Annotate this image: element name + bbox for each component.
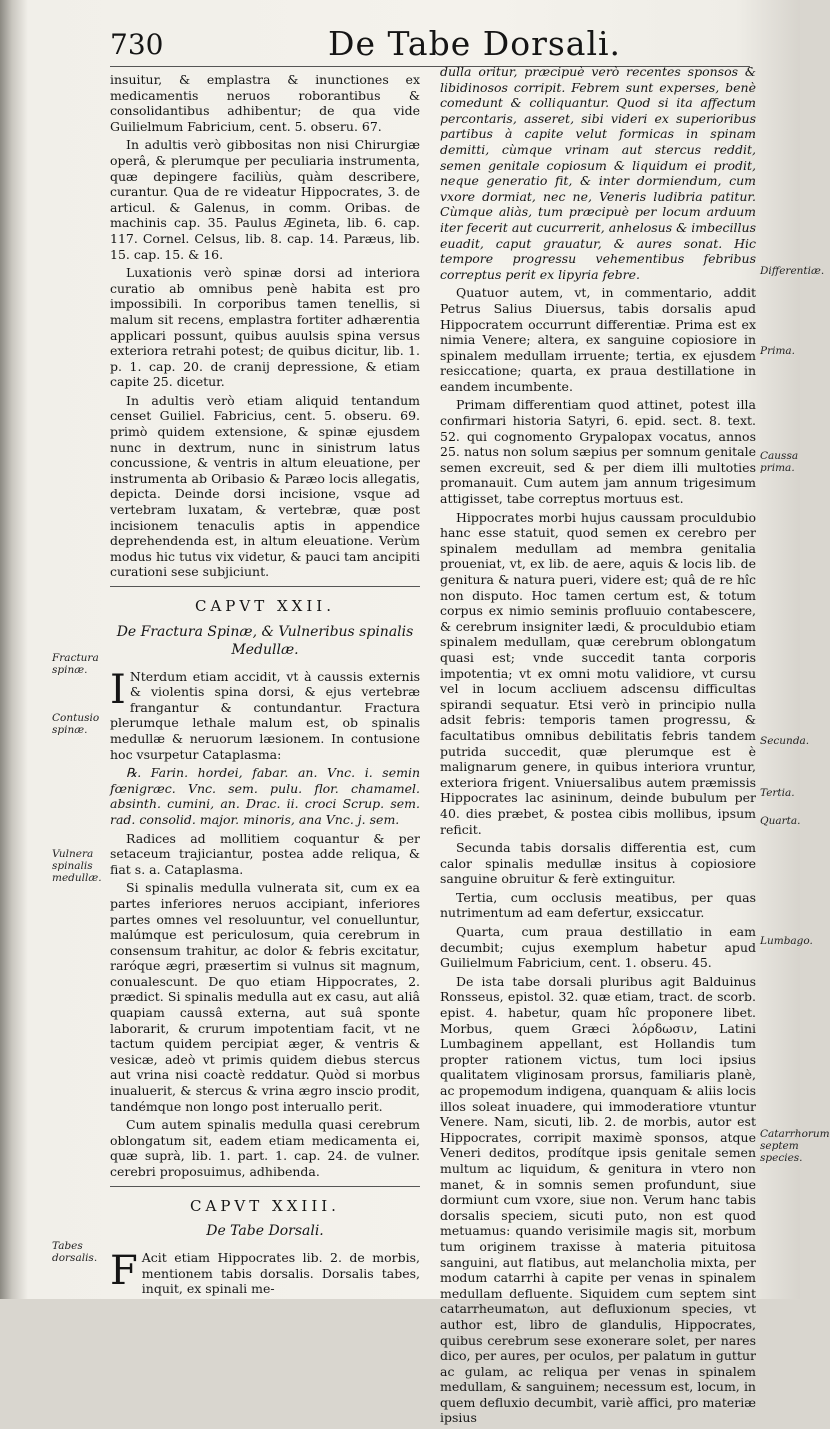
paragraph: dulla oritur, præcipuè verò recentes sponsos & libidinosos corripit. Febrem sunt experses, benè comedunt & colliquantur. Quod si ita affectum percontaris, asseret, sibi videri ex superioribus partibus à capite velut formicas in spinam demitti, cùmque vrinam aut stercus reddit, semen genitale copiosum & liquidum ei prodit, neque generatio fit, & inter dormiendum, cum vxore dormiat, nec ne, Veneris ludibria patitur. Cùmque aliàs, tum præcipuè per locum arduum iter fecerit aut cucurrerit, anhelosus & imbecillus euadit, caput grauatur, & aures sonat. Hic tempore progressu vehementibus febribus correptus perit ex lipyria febre. (440, 64, 756, 282)
margin-note-fractura: Fractura spinæ. (52, 652, 99, 676)
paragraph: Radices ad mollitiem coquantur & per setaceum trajiciantur, postea adde reliqua, & fiat s. a. Cataplasma. (110, 830, 420, 877)
chapter-subtitle: De Fractura Spinæ, & Vulneribus spinalis Medullæ. (116, 623, 414, 658)
paragraph: insuitur, & emplastra & inunctiones ex medicamentis neruos roborantibus & consolidantibus adhibentur; de qua vide Guilielmum Fabricium, cent. 5. obseru. 67. (110, 72, 420, 134)
paragraph-text: Nterdum etiam accidit, vt à caussis externis & violentis spina dorsi, & ejus vertebræ frangantur & contundantur. Fractura plerumque lethale malum est, ob spinalis medullæ & neruorum læsionem. In contusione hoc vsurpetur Cataplasma: (110, 668, 420, 762)
margin-note-catarrhi: Catarrhorum septem species. (760, 1128, 830, 1164)
recipe: ℞. Farin. hordei, fabar. an. Vnc. i. semin fœnigræc. Vnc. sem. pulu. flor. chamamel. absinth. cumini, an. Drac. ii. croci Scrup. sem. rad. consolid. major. minoris, ana Vnc. j. sem. (110, 765, 420, 827)
paragraph: Quatuor autem, vt, in commentario, addit Petrus Salius Diuersus, tabis dorsalis apud Hippocratem occurrunt differentiæ. Prima est ex nimia Venere; altera, ex sanguine copiosiore in spinalem medullam irruente; tertia, ex ejusdem resiccatione; quarta, ex praua destillatione in eandem incumbente. (440, 285, 756, 394)
margin-note-lumbago: Lumbago. (760, 935, 813, 947)
paragraph: Si spinalis medulla vulnerata sit, cum ex ea partes inferiores neruos accipiant, inferiores partes omnes vel resoluuntur, vel conuelluntur, malúmque est periculosum, quia cerebrum in consensum trahitur, ac dolor & febris excitatur, raróque ægri, præsertim si vulnus sit magnum, conualescunt. De quo etiam Hippocrates, 2. prædict. Si spinalis medulla aut ex casu, aut aliâ quapiam caussâ externa, aut suâ sponte laborarit, & crurum impotentiam facit, vt ne tactum quidem percipiat æger, & ventris & vesicæ, adeò vt primis quidem diebus stercus aut vrina nisi coactè reddatur. Quòd si morbus inualuerit, & stercus & vrina ægro inscio prodit, tandémque non longo post interuallo perit. (110, 880, 420, 1114)
paragraph: Quarta, cum praua destillatio in eam decumbit; cujus exemplum habetur apud Guilielmum Fabricium, cent. 1. obseru. 45. (440, 924, 756, 971)
running-title: De Tabe Dorsali. (328, 24, 622, 63)
paragraph: Cum autem spinalis medulla quasi cerebrum oblongatum sit, eadem etiam medicamenta ei, quæ suprà, lib. 1. part. 1. cap. 24. de vulner. cerebri proposuimus, adhibenda. (110, 1117, 420, 1179)
paragraph: In adultis verò etiam aliquid tentandum censet Guiliel. Fabricius, cent. 5. obseru. 69. primò quidem extensione, & spinæ ejusdem nunc in dextrum, nunc in sinistrum latus concussione, & ventris in altum eleuatione, per instrumenta ab Oribasio & Paræo locis allegatis, depicta. Deinde dorsi incisione, vsque ad vertebram luxatam, & vertebræ, quæ post incisionem tenaculis aptis in appendice deprehendenda est, in altum eleuatione. Verùm modus hic tutus vix videtur, & pauci tam ancipiti curationi sese subjiciunt. (110, 392, 420, 580)
paragraph: Tertia, cum occlusis meatibus, per quas nutrimentum ad eam defertur, exsiccatur. (440, 889, 756, 921)
chapter-subtitle: De Tabe Dorsali. (206, 1223, 324, 1240)
chapter-opening-paragraph (110, 666, 420, 763)
margin-note-vulnera: Vulnera spinalis medullæ. (52, 848, 102, 884)
paragraph: Hippocrates morbi hujus caussam proculdubio hanc esse statuit, quod semen ex cerebro per spinalem medullam ad membra genitalia proueniat, vt, ex lib. de aere, aquis & locis lib. de genitura & natura pueri, videre est; quâ de re hîc non disputo. Hoc tamen certum est, & totum corpus ex nimio seminis profluuio contabescere, & cerebrum insigniter lædi, & proculdubio etiam spinalem medullam, quæ cerebrum oblongatum quasi est; vnde succedit tanta corporis impotentia; vt ex omni motu validiore, vt cursu vel in locum accliuem adscensu difficultas spirandi sequatur. Etsi verò in principio nulla adsit febris: temporis tamen progressu, & facultatibus omnibus debilitatis febris tandem putrida succedit, quæ plerumque est è malignarum genere, in quibus interiora vruntur, exteriora frigent. Vniuersalibus autem præmissis Hippocrates lac asininum, deinde bubulum per 40. dies præbet, & postea cibis mollibus, ipsum reficit. (440, 509, 756, 837)
paragraph: De ista tabe dorsali pluribus agit Balduinus Ronsseus, epistol. 32. quæ etiam, tract. de scorb. epist. 4. habetur, quam hîc proponere libet. Morbus, quem Græci λόρδωσιν, Latini Lumbaginem appellant, est Hollandis tum propter rationem victus, tum loci ipsius qualitatem vliginosam prorsus, familiaris planè, ac propemodum indigena, quanquam & aliis locis illos soleat inuadere, qui immoderatiore vtuntur Venere. Nam, sicuti, lib. 2. de morbis, autor est Hippocrates, corripit maximè sponsos, atque Veneri deditos, prodítque ipsis genitale semen multum ac liquidum, & genitura in vtero non manet, & in somnis semen profundunt, siue dormiunt cum vxore, siue non. Verum hanc tabis dorsalis speciem, sicuti puto, non est quod metuamus: quando verisimile magis sit, morbum tum originem traxisse à materia pituitosa sanguini, aut flatibus, aut melancholia mixta, per modum catarrhi à capite per venas in spinalem medullam defluente. Siquidem cum septem sint catarrheumatωn, aut defluxionum species, vt author est, libro de glandulis, Hippocrates, quibus cerebrum sese exonerare solet, per nares dico, per aures, per oculos, per palatum in guttur ac gulam, ac reliqua per venas in spinalem medullam, & sanguinem; necessum est, locum, in quem defluxio decumbit, variè affici, pro materiæ ipsius (440, 973, 756, 1426)
paragraph: Luxationis verò spinæ dorsi ad interiora curatio ab omnibus penè habita est pro impossibili. In corporibus tamen tenellis, si malum sit recens, emplastra fortiter adhærentia applicari possunt, quibus auulsis spina versus exteriora retrahi potest; de quibus dicitur, lib. 1. p. 1. cap. 20. de cranij depressione, & etiam capite 25. dicetur. (110, 265, 420, 390)
margin-note-contusio: Contusio spinæ. (52, 712, 100, 736)
chapter-title: CAPVT XXIII. (190, 1196, 340, 1215)
paragraph-text: Acit etiam Hippocrates lib. 2. de morbis, mentionem tabis dorsalis. Dorsalis tabes, inquit, ex spinali me- (141, 1250, 420, 1297)
margin-note-tabes: Tabes dorsalis. (52, 1240, 98, 1264)
margin-note-differentiae: Differentiæ. (760, 265, 825, 277)
page-number: 730 (110, 28, 164, 61)
margin-note-secunda: Secunda. (760, 735, 810, 747)
left-column (110, 72, 420, 1300)
chapter-title: CAPVT XXII. (195, 597, 335, 615)
section-divider (110, 586, 420, 587)
paragraph: In adultis verò gibbositas non nisi Chirurgiæ operâ, & plerumque per peculiaria instrumenta, quæ depingere faciliùs, quàm describere, curantur. Qua de re videatur Hippocrates, 3. de articul. & Galenus, in comm. Oribas. de machinis cap. 35. Paulus Ægineta, lib. 6. cap. 117. Cornel. Celsus, lib. 8. cap. 14. Paræus, lib. 15. cap. 15. & 16. (110, 137, 420, 262)
chapter-opening-paragraph (110, 1250, 420, 1297)
paragraph: Primam differentiam quod attinet, potest illa confirmari historia Satyri, 6. epid. sect. 8. text. 52. qui cognomento Grypalopax vocatus, annos 25. natus non solum sæpius per somnum genitale semen excreuit, sed & per diem illi multoties promanauit. Cum autem jam annum trigesimum attigisset, tabe correptus mortuus est. (440, 397, 756, 507)
margin-note-tertia: Tertia. (760, 787, 795, 799)
drop-cap: F (110, 1248, 138, 1295)
paragraph: Secunda tabis dorsalis differentia est, cum calor spinalis medullæ insitus à copiosiore sanguine obruitur & ferè extinguitur. (440, 840, 756, 887)
margin-note-quarta: Quarta. (760, 815, 801, 827)
right-column (440, 64, 756, 1429)
section-divider (110, 1186, 420, 1187)
drop-cap: I (110, 666, 126, 713)
margin-note-prima: Prima. (760, 345, 795, 357)
margin-note-caussa: Caussa prima. (760, 450, 799, 474)
page-header (110, 24, 750, 68)
